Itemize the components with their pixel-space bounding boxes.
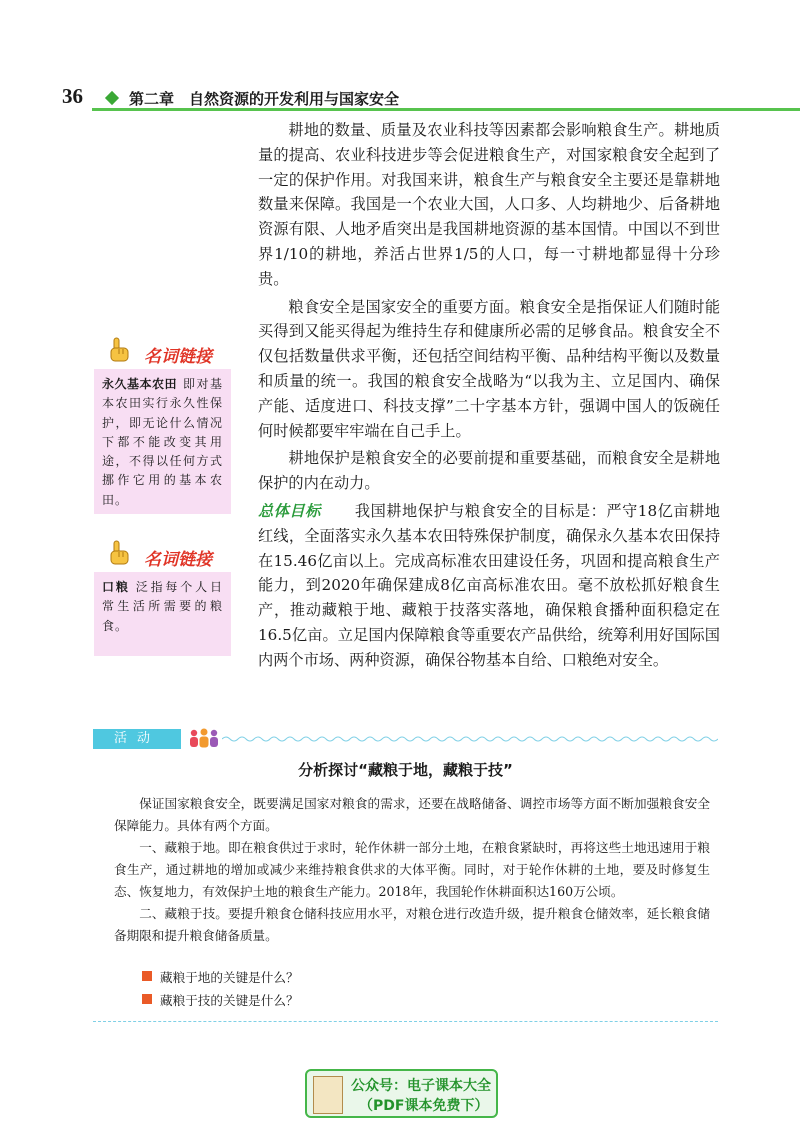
target-paragraph <box>258 499 720 673</box>
paragraph: 一、藏粮于地。即在粮食供过于求时，轮作休耕一部分土地，在粮食紧缺时，再将这些土地迅速用于粮食生产，通过耕地的增加或减少来维持粮食供求的大体平衡。同时，对于轮作休耕的土地，要及时修复生态、恢复地力，有效保护土地的粮食生产能力。2018年，我国轮作休耕面积达160万公顷。 <box>114 840 710 899</box>
pointing-hand-icon <box>108 540 130 566</box>
glossary-term: 永久基本农田 <box>102 377 177 391</box>
section-divider <box>93 1021 718 1022</box>
chapter-title: 第二章 自然资源的开发利用与国家安全 <box>129 90 400 108</box>
target-label: 总体目标 <box>258 501 321 520</box>
paragraph: 耕地的数量、质量及农业科技等因素都会影响粮食生产。耕地质量的提高、农业科技进步等会促进粮食生产，对国家粮食安全起到了一定的保护作用。对我国来讲，粮食生产与粮食安全主要还是靠耕地数量来保障。我国是一个农业大国，人口多、人均耕地少、后备耕地资源有限、人地矛盾突出是我国耕地资源的基本国情。中国以不到世界1/10的耕地，养活占世界1/5的人口，每一寸耕地都显得十分珍贵。 <box>258 121 720 288</box>
glossary-title: 名词链接 <box>144 347 212 367</box>
glossary-box <box>94 572 231 656</box>
activity-title: 分析探讨“藏粮于地，藏粮于技” <box>298 761 513 779</box>
paragraph: 二、藏粮于技。要提升粮食仓储科技应用水平，对粮仓进行改造升级，提升粮食仓储效率，延长粮食储备期限和提升粮食储备质量。 <box>114 906 710 943</box>
pointing-hand-icon <box>108 337 130 363</box>
paragraph: 耕地保护是粮食安全的必要前提和重要基础，而粮食安全是耕地保护的内在动力。 <box>258 449 720 493</box>
glossary-definition: 泛指每个人日常生活所需要的粮食。 <box>102 580 223 633</box>
group-people-icon <box>188 728 220 748</box>
glossary-box <box>94 369 231 514</box>
wave-divider <box>222 735 718 743</box>
activity-tab: 活动 <box>93 729 181 749</box>
glossary-definition: 即对基本农田实行永久性保护，即无论什么情况下都不能改变其用途，不得以任何方式挪作它用的基本农田。 <box>102 377 223 507</box>
glossary-term: 口粮 <box>102 580 130 594</box>
page-number: 36 <box>62 84 83 108</box>
watermark-stamp <box>305 1069 498 1118</box>
stamp-line: 公众号：电子课本大全 <box>351 1078 491 1094</box>
main-text <box>258 118 720 676</box>
paragraph: 粮食安全是国家安全的重要方面。粮食安全是指保证人们随时能买得到又能买得起为维持生存和健康所必需的足够食品。粮食安全不仅包括数量供求平衡，还包括空间结构平衡、品种结构平衡以及数量和质量的统一。我国的粮食安全战略为“以我为主、立足国内、确保产能、适度进口、科技支撑”二十字基本方针，强调中国人的饭碗任何时候都要牢牢端在自己手上。 <box>258 297 720 440</box>
glossary-title: 名词链接 <box>144 550 212 570</box>
question-item: 藏粮于地的关键是什么？ <box>160 970 299 985</box>
stamp-line: （PDF课本免费下） <box>359 1098 489 1114</box>
target-text: 我国耕地保护与粮食安全的目标是：严守18亿亩耕地红线，全面落实永久基本农田特殊保护制度，确保永久基本农田保持在15.46亿亩以上。完成高标准农田建设任务，巩固和提高粮食生产能力，到2020年确保建成8亿亩高标准农田。毫不放松抓好粮食生产，推动藏粮于地、藏粮于技落实落地，确保粮食播种面积稳定在16.5亿亩。立足国内保障粮食等重要农产品供给，统筹利用好国际国内两个市场、两种资源，确保谷物基本自给、口粮绝对安全。 <box>258 501 720 669</box>
book-icon <box>313 1076 343 1114</box>
question-item: 藏粮于技的关键是什么？ <box>160 993 299 1008</box>
header-rule <box>92 108 800 111</box>
activity-body <box>114 793 710 947</box>
paragraph: 保证国家粮食安全，既要满足国家对粮食的需求，还要在战略储备、调控市场等方面不断加强粮食安全保障能力。具体有两个方面。 <box>114 796 710 833</box>
diamond-icon <box>105 91 119 105</box>
